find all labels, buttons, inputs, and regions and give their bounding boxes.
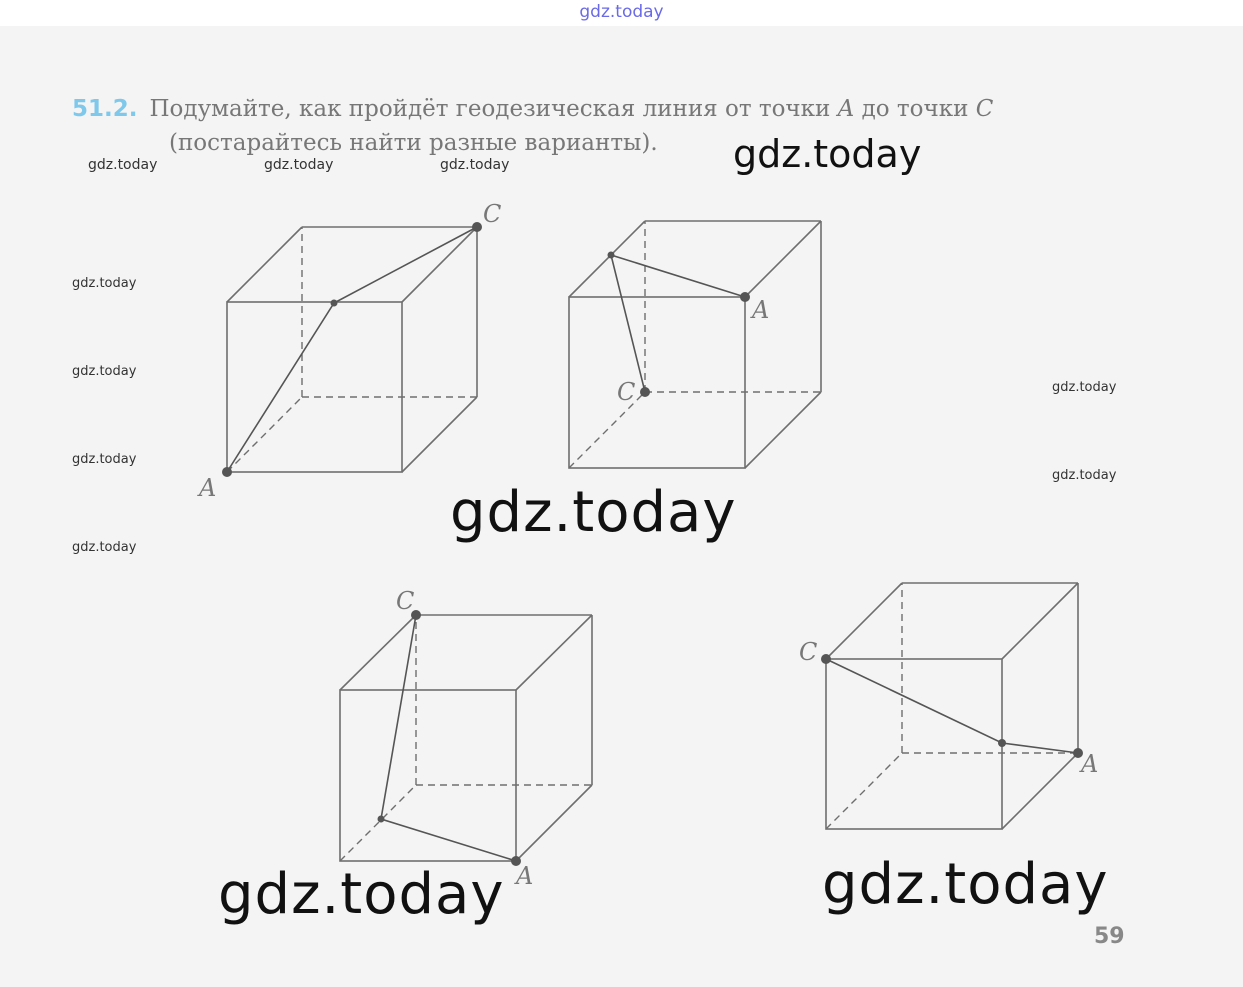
cube3-label-c: C [396,587,415,615]
top-watermark: gdz.today [579,2,664,22]
task-text-2: до точки [854,96,976,122]
cube2-point-a [740,292,750,302]
cube4-edge [1002,753,1078,829]
cube3-edge [516,785,592,861]
watermark-center-big: gdz.today [450,480,737,545]
watermark-header-big: gdz.today [733,132,922,176]
cube4-label-c: C [799,638,818,666]
watermark-right-2: gdz.today [1052,468,1117,483]
cube4-edge [1002,583,1078,659]
cube4-hidden-edge [826,753,902,829]
cube1-label-c: C [483,200,502,228]
cube2-edge [745,392,821,468]
cube3-hidden-edge [340,785,416,861]
watermark-header-small-1: gdz.today [88,157,158,173]
task-number: 51.2. [72,96,138,122]
task-text-1: Подумайте, как пройдёт геодезическая линия от точки [149,96,838,122]
watermark-header-small-3: gdz.today [440,157,510,173]
watermark-header-small-2: gdz.today [264,157,334,173]
watermark-bottom-left-big: gdz.today [218,862,505,927]
cube1-hidden-edge [227,397,302,472]
cube3-edge [516,615,592,690]
watermark-left-3: gdz.today [72,452,137,467]
task-line-2: (постарайтесь найти разные варианты). [169,130,658,156]
cube2-edge-point [608,252,615,259]
watermark-left-2: gdz.today [72,364,137,379]
cube1-point-a [222,467,232,477]
cube-2 [569,221,821,468]
cube4-geodesic-path [826,659,1078,753]
cube1-edge [402,397,477,472]
cube-4 [799,583,1098,829]
cube1-label-a: A [199,474,217,502]
cube2-point-c [640,387,650,397]
cube4-label-a: A [1081,750,1099,778]
task-point-c: C [975,96,994,122]
task-point-a: A [837,96,855,122]
cube3-geodesic-path [381,615,516,861]
cube1-edge-point [331,300,338,307]
watermark-right-1: gdz.today [1052,380,1117,395]
cube4-edge [826,583,902,659]
watermark-left-4: gdz.today [72,540,137,555]
cube-3 [340,587,592,890]
cube2-geodesic-path [611,255,745,392]
cube2-label-c: C [617,378,636,406]
cube1-point-c [472,222,482,232]
cube2-label-a: A [752,296,770,324]
cube2-edge [569,221,645,297]
watermark-bottom-right-big: gdz.today [822,852,1109,917]
cube3-label-a: A [516,862,534,890]
cube1-edge [402,227,477,302]
cube-1 [197,200,501,502]
cube2-edge [745,221,821,297]
cube3-edge-point [378,816,385,823]
cube1-edge [227,227,302,302]
cube4-edge-point [998,739,1006,747]
watermark-left-1: gdz.today [72,276,137,291]
cube4-point-c [821,654,831,664]
page-number: 59 [1094,924,1125,949]
